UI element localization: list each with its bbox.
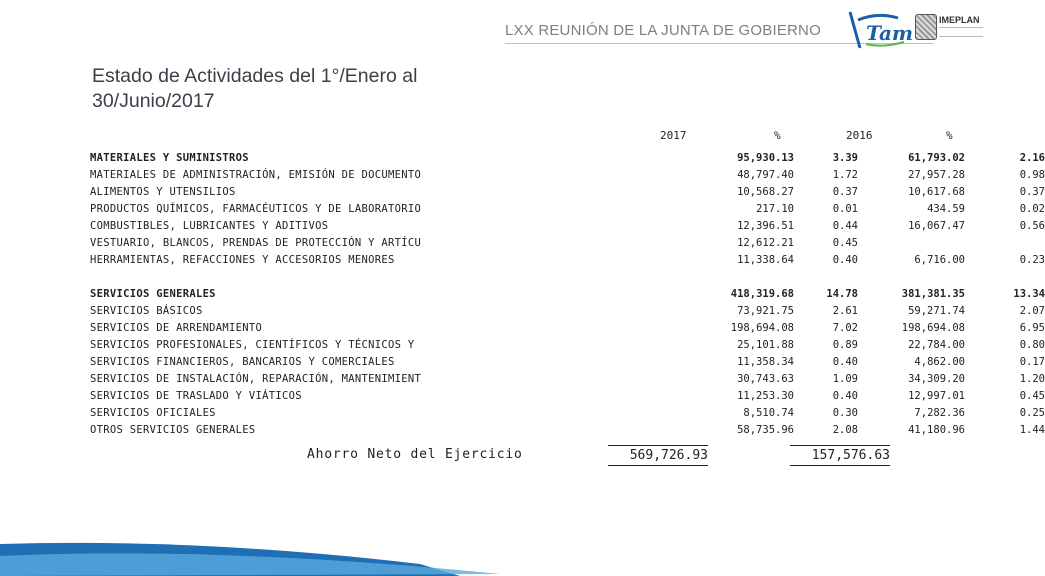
pct-2017: 3.39 [832,152,858,164]
table-row [90,388,1045,405]
value-2016: 34,309.20 [908,373,965,385]
pct-2017: 7.02 [832,322,858,334]
svg-text:Tam: Tam [866,21,914,45]
seal-icon [915,14,937,40]
value-2016: 22,784.00 [908,339,965,351]
pct-2017: 0.01 [832,203,858,215]
table-row [90,218,1045,235]
pct-2016: 2.07 [1019,305,1045,317]
value-2016: 4,862.00 [914,356,965,368]
pct-2016: 1.44 [1019,424,1045,436]
value-2017: 418,319.68 [730,288,794,300]
pct-2017: 0.40 [832,390,858,402]
value-2016: 59,271.74 [908,305,965,317]
value-2016: 12,997.01 [908,390,965,402]
pct-2017: 1.72 [832,169,858,181]
value-2016: 6,716.00 [914,254,965,266]
header-title: LXX REUNIÓN DE LA JUNTA DE GOBIERNO [505,22,821,39]
value-2017: 11,253.30 [737,390,794,402]
pct-2016: 6.95 [1019,322,1045,334]
pct-2017: 2.08 [832,424,858,436]
pct-2017: 0.45 [832,237,858,249]
pct-2017: 0.37 [832,186,858,198]
pct-2017: 0.44 [832,220,858,232]
value-2017: 30,743.63 [737,373,794,385]
section-spacer [90,269,970,286]
row-label: SERVICIOS DE ARRENDAMIENTO [90,322,263,334]
table-row [90,167,1045,184]
total-2017: 569,726.93 [608,445,708,466]
financial-table [90,124,1045,468]
total-row [90,444,970,468]
pct-2016: 0.98 [1019,169,1045,181]
footer-wave [0,516,1024,576]
imeplan-wordmark: IMEPLAN [939,15,980,25]
pct-2016: 2.16 [1019,152,1045,164]
pct-2017: 2.61 [832,305,858,317]
row-label: PRODUCTOS QUÍMICOS, FARMACÉUTICOS Y DE LABORATORIO [90,203,422,215]
row-label: SERVICIOS FINANCIEROS, BANCARIOS Y COMERCIALES [90,356,395,368]
value-2017: 12,396.51 [737,220,794,232]
pct-2016: 0.80 [1019,339,1045,351]
row-label: SERVICIOS PROFESIONALES, CIENTÍFICOS Y TÉCNICOS Y [90,339,415,351]
total-2016: 157,576.63 [790,445,890,466]
row-label: SERVICIOS DE INSTALACIÓN, REPARACIÓN, MANTENIMIENT [90,373,422,385]
value-2017: 10,568.27 [737,186,794,198]
table-header-row [90,124,970,150]
pct-2017: 0.89 [832,339,858,351]
table-row [90,252,1045,269]
table-row [90,235,970,252]
value-2017: 25,101.88 [737,339,794,351]
pct-2016: 0.25 [1019,407,1045,419]
pct-2017: 1.09 [832,373,858,385]
table-row [90,371,1045,388]
value-2016: 16,067.47 [908,220,965,232]
table-row [90,303,1045,320]
pct-2017: 0.30 [832,407,858,419]
col-header-2017: 2017 [660,129,687,142]
row-label: HERRAMIENTAS, REFACCIONES Y ACCESORIOS MENORES [90,254,395,266]
table-row [90,201,1045,218]
value-2016: 381,381.35 [901,288,965,300]
value-2017: 95,930.13 [737,152,794,164]
table-row [90,320,1045,337]
pct-2016: 0.56 [1019,220,1045,232]
value-2017: 11,338.64 [737,254,794,266]
pct-2017: 0.40 [832,254,858,266]
value-2016: 27,957.28 [908,169,965,181]
table-row [90,337,1045,354]
pct-2016: 0.02 [1019,203,1045,215]
table-row [90,405,1045,422]
row-label: SERVICIOS DE TRASLADO Y VIÁTICOS [90,390,302,402]
imeplan-logo [915,14,985,46]
col-header-pct-2016: % [946,129,953,142]
col-header-pct-2017: % [774,129,781,142]
value-2016: 41,180.96 [908,424,965,436]
value-2017: 73,921.75 [737,305,794,317]
value-2017: 12,612.21 [737,237,794,249]
value-2017: 11,358.34 [737,356,794,368]
value-2016: 198,694.08 [901,322,965,334]
row-label: COMBUSTIBLES, LUBRICANTES Y ADITIVOS [90,220,329,232]
row-label: ALIMENTOS Y UTENSILIOS [90,186,236,198]
row-label: OTROS SERVICIOS GENERALES [90,424,256,436]
total-label: Ahorro Neto del Ejercicio [307,447,523,462]
row-label: VESTUARIO, BLANCOS, PRENDAS DE PROTECCIÓN Y ARTÍCU [90,237,422,249]
table-body [90,150,1045,439]
value-2016: 7,282.36 [914,407,965,419]
section-row [90,150,1045,167]
section-label: SERVICIOS GENERALES [90,288,216,300]
pct-2016: 0.17 [1019,356,1045,368]
pct-2016: 0.45 [1019,390,1045,402]
value-2017: 58,735.96 [737,424,794,436]
pct-2017: 0.40 [832,356,858,368]
value-2016: 61,793.02 [908,152,965,164]
tam-logo [848,10,914,50]
row-label: SERVICIOS OFICIALES [90,407,216,419]
pct-2016: 1.20 [1019,373,1045,385]
table-row [90,354,1045,371]
value-2017: 217.10 [756,203,794,215]
section-label: MATERIALES Y SUMINISTROS [90,152,249,164]
section-row [90,286,1045,303]
row-label: MATERIALES DE ADMINISTRACIÓN, EMISIÓN DE DOCUMENTO [90,169,422,181]
value-2017: 8,510.74 [743,407,794,419]
imeplan-subtext-lines [939,27,983,37]
value-2016: 10,617.68 [908,186,965,198]
pct-2016: 0.37 [1019,186,1045,198]
pct-2016: 0.23 [1019,254,1045,266]
table-row [90,184,1045,201]
page-title: Estado de Actividades del 1°/Enero al 30/Junio/2017 [92,65,418,112]
col-header-2016: 2016 [846,129,873,142]
pct-2017: 14.78 [826,288,858,300]
value-2016: 434.59 [927,203,965,215]
value-2017: 48,797.40 [737,169,794,181]
table-row [90,422,1045,439]
row-label: SERVICIOS BÁSICOS [90,305,203,317]
pct-2016: 13.34 [1013,288,1045,300]
value-2017: 198,694.08 [730,322,794,334]
